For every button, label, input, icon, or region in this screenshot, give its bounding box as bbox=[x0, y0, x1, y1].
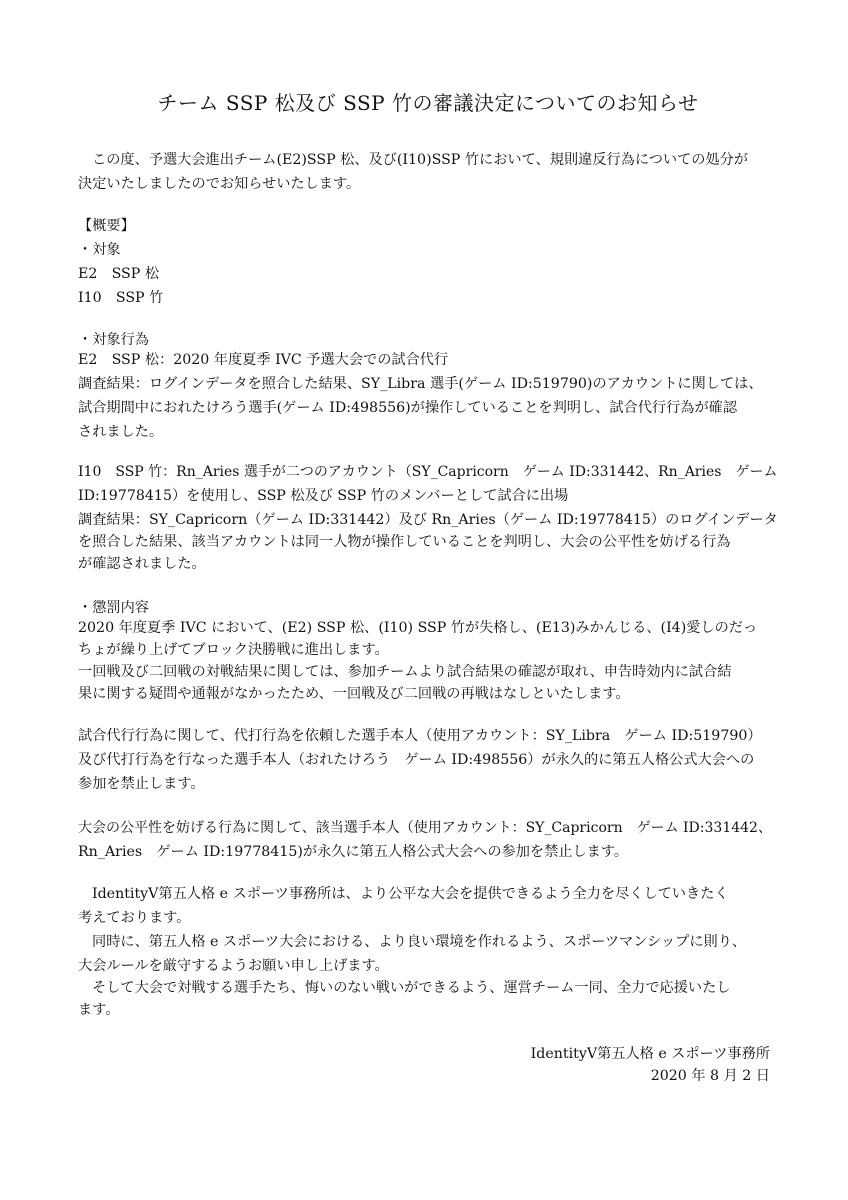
penalty-line: ちょが繰り上げてブロック決勝戦に進出します。 bbox=[78, 642, 389, 658]
e2-line: 調査結果：ログインデータを照合した結果、SY_Libra 選手(ゲーム ID:519790)のアカウントに関しては、 bbox=[78, 376, 763, 392]
signature-org: IdentityⅤ第五人格 e スポーツ事務所 bbox=[530, 1046, 770, 1062]
i10-line: 調査結果：SY_Capricorn（ゲーム ID:331442）及び Rn_Aries（ゲーム ID:19778415）のログインデータ bbox=[78, 512, 778, 528]
target-heading: ・対象 bbox=[78, 242, 121, 258]
signature-date: 2020 年 8 月 2 日 bbox=[650, 1068, 770, 1084]
closing-line: 大会ルールを厳守するようお願い申し上げます。 bbox=[78, 958, 389, 974]
closing-line: そして大会で対戦する選手たち、悔いのない戦いができるよう、運営チーム一同、全力で応援いたし bbox=[92, 980, 731, 996]
i10-line: ID:19778415）を使用し、SSP 松及び SSP 竹のメンバーとして試合に出場 bbox=[78, 488, 569, 504]
ban-line: Rn_Aries ゲーム ID:19778415)が永久に第五人格公式大会への参加を禁止します。 bbox=[78, 844, 629, 860]
penalty-line: 2020 年度夏季 IVC において、(E2) SSP 松、(I10) SSP 竹が失格し、(E13)みかんじる、(I4)愛しのだっ bbox=[78, 620, 758, 636]
i10-line: I10 SSP 竹：Rn_Aries 選手が二つのアカウント（SY_Capricorn ゲーム ID:331442、Rn_Aries ゲーム bbox=[78, 464, 778, 480]
ban-line: 参加を禁止します。 bbox=[78, 776, 205, 792]
intro-line: 決定いたしましたのでお知らせいたします。 bbox=[78, 176, 361, 192]
act-heading: ・対象行為 bbox=[78, 332, 149, 348]
ban-line: 試合代行行為に関して、代打行為を依頼した選手本人（使用アカウント：SY_Libra ゲーム ID:519790） bbox=[78, 728, 762, 744]
closing-line: 考えております。 bbox=[78, 910, 191, 926]
penalty-heading: ・懲罰内容 bbox=[78, 600, 149, 616]
penalty-line: 一回戦及び二回戦の対戦結果に関しては、参加チームより試合結果の確認が取れ、申告時効内に試合結 bbox=[78, 664, 732, 680]
target-item: E2 SSP 松 bbox=[78, 266, 160, 282]
overview-heading: 【概要】 bbox=[78, 218, 135, 234]
closing-line: 同時に、第五人格 e スポーツ大会における、より良い環境を作れるよう、スポーツマンシップに則り、 bbox=[92, 934, 747, 950]
e2-line: されました。 bbox=[78, 424, 164, 440]
e2-line: E2 SSP 松：2020 年度夏季 IVC 予選大会での試合代行 bbox=[78, 352, 449, 368]
page-title: チーム SSP 松及び SSP 竹の審議決定についてのお知らせ bbox=[157, 91, 699, 115]
e2-line: 試合期間中におれたけろう選手(ゲーム ID:498556)が操作していることを判明し、試合代行行為が確認 bbox=[78, 400, 738, 416]
i10-line: が確認されました。 bbox=[78, 556, 206, 572]
target-item: I10 SSP 竹 bbox=[78, 290, 164, 306]
penalty-line: 果に関する疑問や通報がなかったため、一回戦及び二回戦の再戦はなしといたします。 bbox=[78, 686, 630, 702]
closing-line: IdentityⅤ第五人格 e スポーツ事務所は、より公平な大会を提供できるよう全力を尽くしていきたく bbox=[92, 886, 729, 902]
i10-line: を照合した結果、該当アカウントは同一人物が操作していることを判明し、大会の公平性を妨げる行為 bbox=[78, 534, 731, 550]
closing-line: ます。 bbox=[78, 1002, 120, 1018]
ban-line: 及び代打行為を行なった選手本人（おれたけろう ゲーム ID:498556）が永久的に第五人格公式大会への bbox=[78, 752, 755, 768]
ban-line: 大会の公平性を妨げる行為に関して、該当選手本人（使用アカウント：SY_Capricorn ゲーム ID:331442、 bbox=[78, 820, 772, 836]
intro-line: この度、予選大会進出チーム(E2)SSP 松、及び(I10)SSP 竹において、規則違反行為についての処分が bbox=[92, 152, 749, 168]
